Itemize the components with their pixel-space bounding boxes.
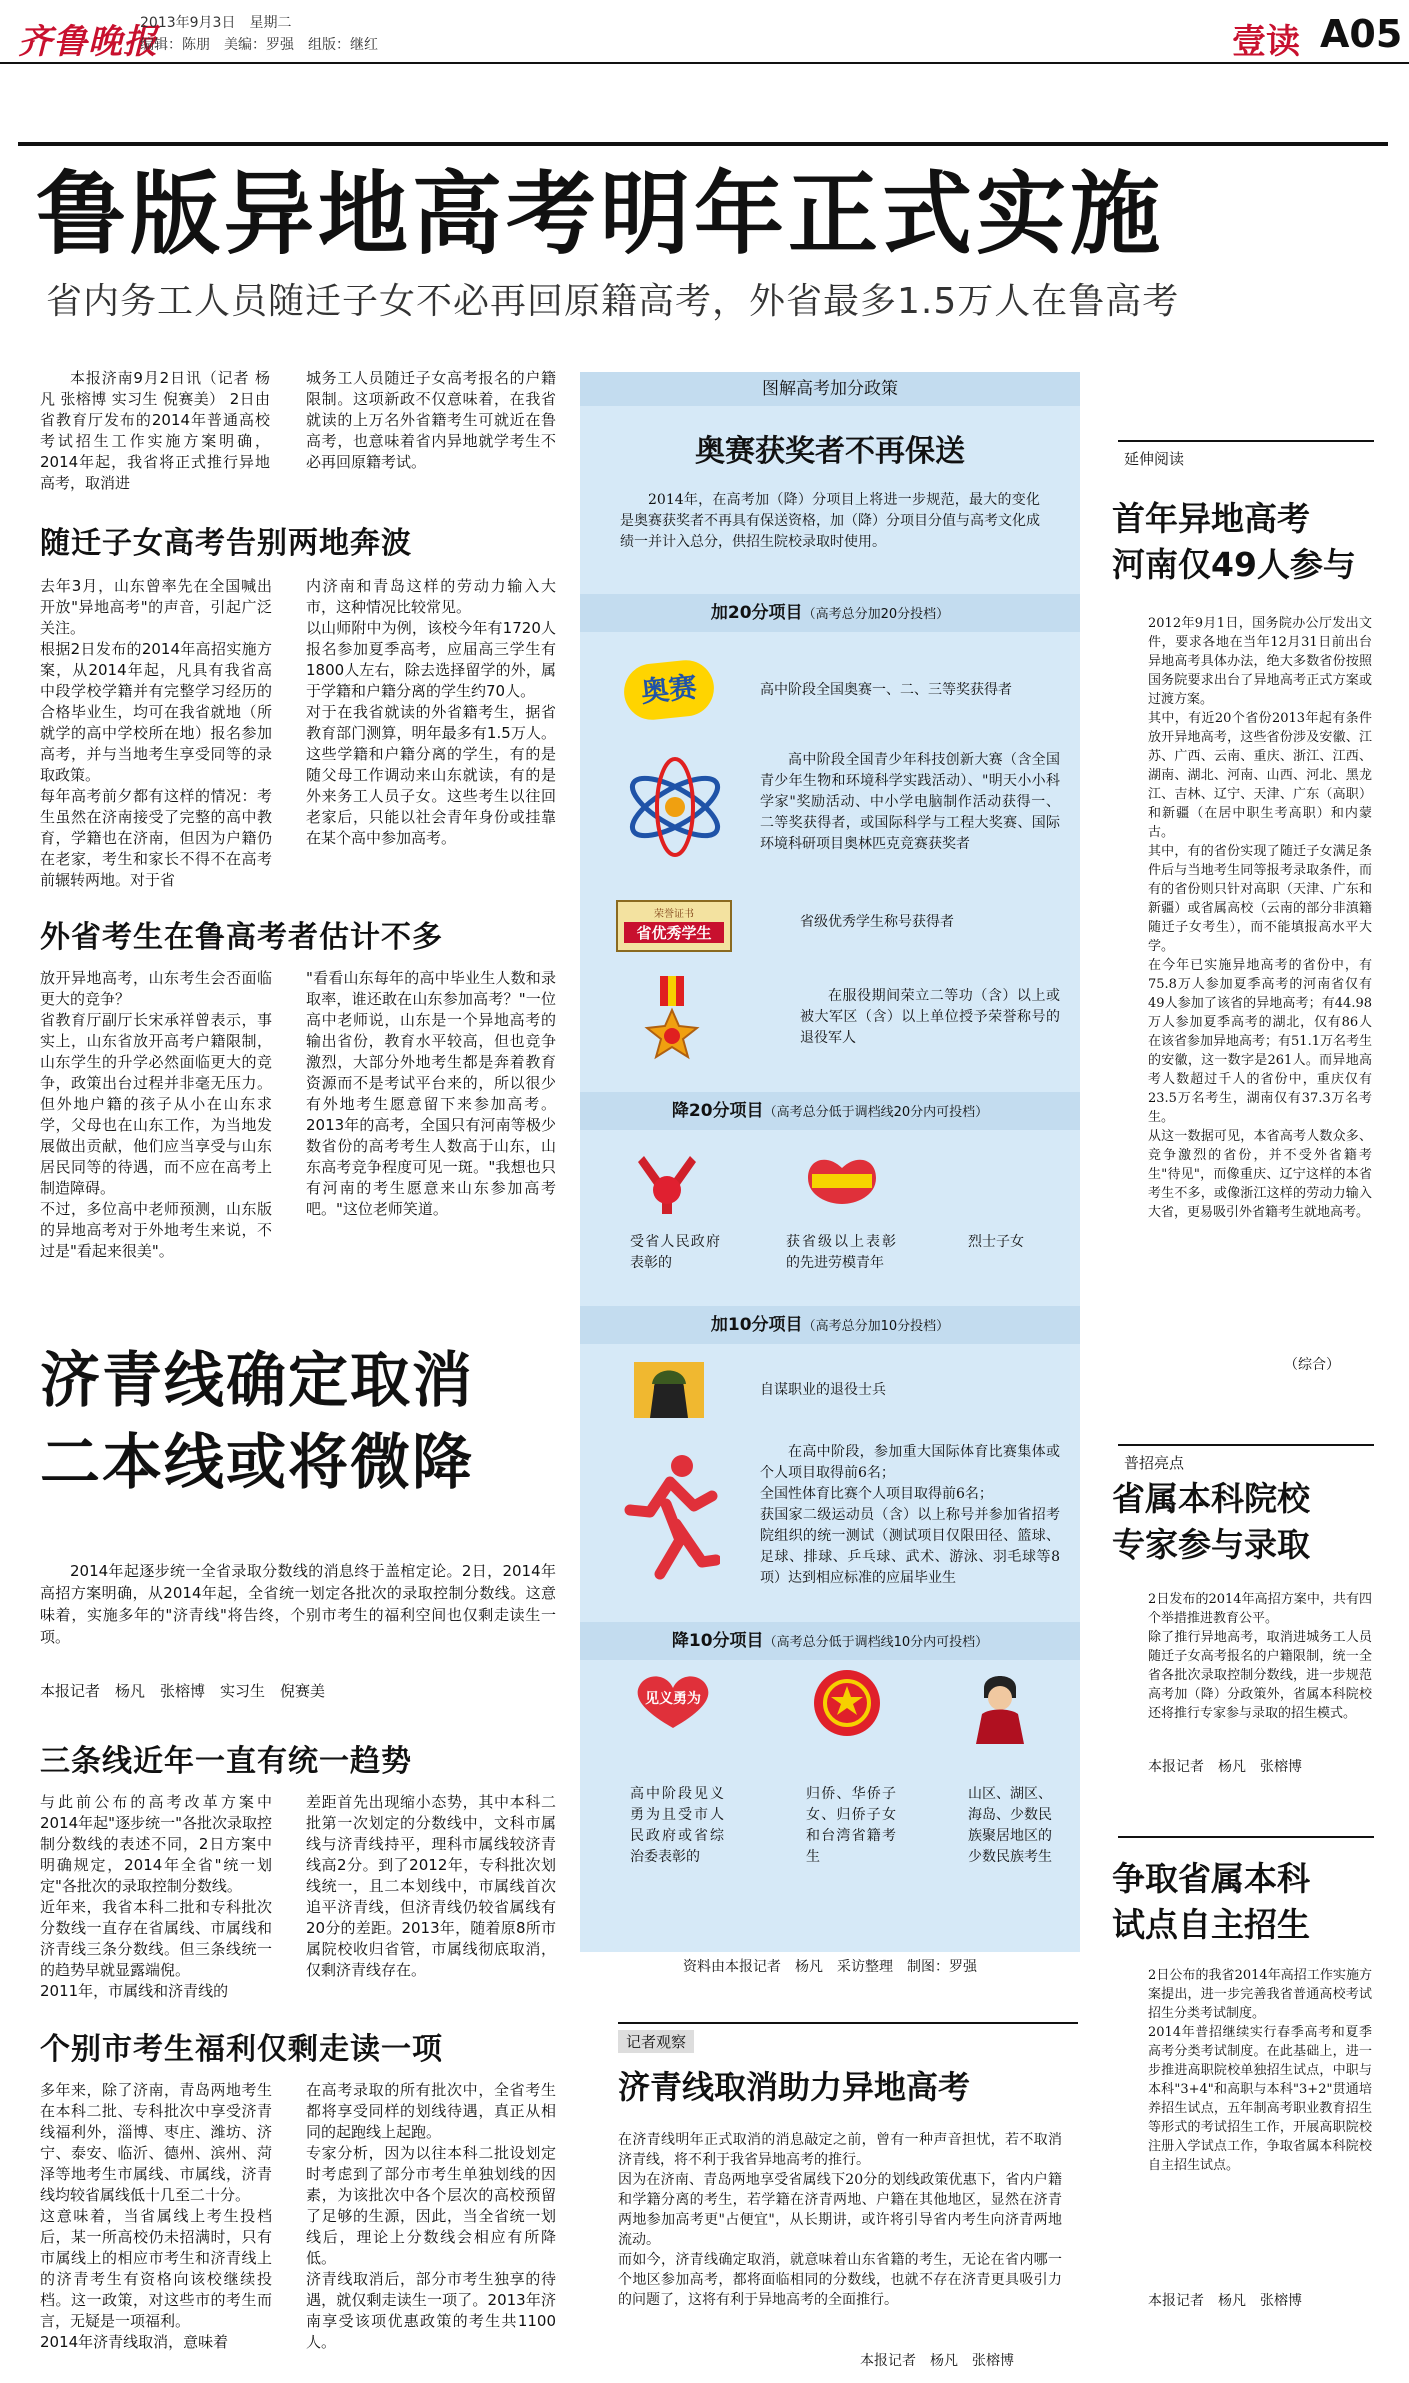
military-medal-icon bbox=[642, 976, 702, 1066]
side2-tag: 普招亮点 bbox=[1124, 1454, 1185, 1472]
science-atom-icon bbox=[620, 752, 730, 862]
masthead-rule bbox=[0, 62, 1409, 64]
band-minus20-title: 降20分项目 bbox=[671, 1101, 764, 1121]
main-headline: 鲁版异地高考明年正式实施 bbox=[36, 162, 1164, 267]
side2-title bbox=[1112, 1476, 1310, 1568]
band-minus20-note: （高考总分低于调档线20分内可投档） bbox=[763, 1105, 989, 1120]
issue-info bbox=[140, 12, 378, 56]
side3-sign: 本报记者 杨凡 张榕博 bbox=[1148, 2293, 1302, 2309]
masthead bbox=[0, 0, 1409, 80]
story1-sec1-col1: 去年3月，山东曾率先在全国喊出开放"异地高考"的声音，引起广泛关注。 根据2日发布的2014年高招实施方案，从2014年起，凡具有我省高中段学校学籍并有完整学习经历的合格毕业生，均可在我省就地（所就学的高中学校所在地）报名参加高考，并与当地考生享受同等的录取政策。 每年高考前夕都有这样的情况：考生虽然在济南接受了完整的高中教育，学籍也在济南，但因为户籍仍在老家，考生和家长不得不在高考前辗转两地。对于省 bbox=[40, 577, 272, 889]
minus20-item-3: 烈士子女 bbox=[968, 1234, 1024, 1250]
editor-credit: 编辑：陈朋 bbox=[140, 37, 210, 53]
national-emblem-icon bbox=[812, 1668, 882, 1738]
side3-body: 2日公布的我省2014年高招工作实施方案提出，进一步完善我省普通高校考试招生分类考试制度。 2014年普招继续实行春季高考和夏季高考分类考试制度。在此基础上，进一步推进高职院校单独招生试点，中职与本科"3+4"和高职与本科"3+2"贯通培养招生试点，五年制高考职业教育招生等形式的考试招生工作，开展高职院校注册入学试点工作，争取省属本科院校自主招生试点。 bbox=[1148, 1968, 1372, 2173]
story2-sec1-col1: 与此前公布的高考改革方案中2014年起"逐步统一"各批次录取控制分数线的表述不同，2日方案中明确规定，2014年全省"统一划定"各批次的录取控制分数线。 近年来，我省本科二批和专科批次分数线一直存在省属线、市属线和济青线三条分数线。但三条线统一的趋势早就显露端倪。 2011年，市属线和济青线的 bbox=[40, 1793, 272, 2000]
issue-weekday: 星期二 bbox=[249, 15, 292, 31]
plus20-item-2: 高中阶段全国青少年科技创新大赛（含全国青少年生物和环境科学实践活动）、"明天小小科学家"奖励活动、中小学电脑制作活动获得一、二等奖获得者，或国际科学与工程大奖赛、国际环境科研项目奥林匹克竞赛获奖者 bbox=[760, 752, 1060, 852]
plus20-item-3: 省级优秀学生称号获得者 bbox=[800, 914, 954, 930]
brave-deed-icon bbox=[628, 1672, 718, 1732]
infographic-intro: 2014年，在高考加（降）分项目上将进一步规范，最大的变化是奥赛获奖者不再具有保送资格，加（降）分项目分值与高考文化成绩一并计入总分，供招生院校录取时使用。 bbox=[620, 492, 1040, 550]
minus20-item-1: 受省人民政府表彰的 bbox=[630, 1234, 720, 1271]
observation-sign: 本报记者 杨凡 张榕博 bbox=[860, 2353, 1014, 2369]
story1-subhead-1: 随迁子女高考告别两地奔波 bbox=[40, 526, 412, 561]
red-ribbon-icon bbox=[632, 1148, 702, 1218]
minus10-item-2: 归侨、华侨子女、归侨子女和台湾省籍考生 bbox=[806, 1786, 896, 1865]
band-minus20 bbox=[580, 1092, 1080, 1130]
story1-sec1-col2: 内济南和青岛这样的劳动力输入大市，这种情况比较常见。 以山师附中为例，该校今年有1720人报名参加夏季高考，应届高三学生有1800人左右，除去选择留学的外，属于学籍和户籍分离的学生约70人。 对于在我省就读的外省籍考生，据省教育部门测算，明年最多有1.5万人。这些学籍和户籍分离的学生，有的是随父母工作调动来山东就读，有的是外来务工人员子女。这些考生以往回老家后，只能以社会青年身份或挂靠在某个高中参加高考。 bbox=[306, 577, 556, 847]
page-number: A05 bbox=[1320, 12, 1403, 56]
band-plus10-note: （高考总分加10分投档） bbox=[802, 1319, 950, 1334]
art-credit: 美编：罗强 bbox=[224, 37, 294, 53]
runner-icon bbox=[620, 1452, 720, 1582]
side3-rule bbox=[1118, 1836, 1374, 1838]
observation-box bbox=[618, 2022, 1078, 2026]
story2-sec2-col2: 在高考录取的所有批次中，全省考生都将享受同样的划线待遇，真正从相同的起跑线上起跑。 专家分析，因为以往本科二批设划定时考虑到了部分市考生单独划线的因素，为该批次中各个层次的高校预留了足够的生源，因此，当全省统一划线后，理论上分数线会相应有所降低。 济青线取消后，部分市考生独享的待遇，就仅剩走读生一项了。2013年济南享受该项优惠政策的考生共1100人。 bbox=[306, 2081, 556, 2351]
honor-certificate-icon bbox=[616, 900, 732, 952]
story1-sec2-col2: "看看山东每年的高中毕业生人数和录取率，谁还敢在山东参加高考？"一位高中老师说，山东是一个异地高考的输出省份，教育水平较高，但也竞争激烈，大部分外地考生都是奔着教育资源而不是考试平台来的，所以很少有外地考生愿意留下来参加高考。2013年的高考，全国只有河南等极少数省份的高考考生人数高于山东，山东高考竞争程度可见一斑。"我想也只有河南的考生愿意来山东参加高考吧。"这位老师笑道。 bbox=[306, 969, 556, 1218]
minus10-item-1: 高中阶段见义勇为且受市人民政府或省综治委表彰的 bbox=[630, 1786, 724, 1865]
story2-byline: 本报记者 杨凡 张榕博 实习生 倪赛美 bbox=[40, 1682, 326, 1700]
story1-intro-col2: 城务工人员随迁子女高考报名的户籍限制。这项新政不仅意味着，在我省就读的上万名外省籍考生可就近在鲁高考，也意味着省内异地就学考生不必再回原籍考试。 bbox=[306, 369, 556, 471]
plus10-item-1: 自谋职业的退役士兵 bbox=[760, 1382, 886, 1398]
side3-title bbox=[1112, 1856, 1310, 1948]
story1-subhead-2: 外省考生在鲁高考者估计不多 bbox=[40, 920, 443, 955]
band-plus20-title: 加20分项目 bbox=[710, 603, 803, 623]
olympiad-logo-text: 奥赛 bbox=[639, 670, 699, 709]
side1-title-line2: 河南仅49人参与 bbox=[1112, 545, 1356, 584]
sub-headline: 省内务工人员随迁子女不必再回原籍高考，外省最多1.5万人在鲁高考 bbox=[46, 281, 1180, 322]
newspaper-logo: 齐鲁晚报 bbox=[18, 22, 158, 62]
story1-sec2-col1: 放开异地高考，山东考生会否面临更大的竞争？ 省教育厅副厅长宋承祥曾表示，事实上，山东省放开高考户籍限制，山东学生的升学必然面临更大的竞争，政策出台过程并非毫无压力。但外地户籍的孩子从小在山东求学，父母也在山东工作，为当地发展做出贡献，他们应当享受与山东居民同等的待遇，而不应在高考上制造障碍。 不过，多位高中老师预测，山东版的异地高考对于外地考生来说，不过是"看起来很美"。 bbox=[40, 969, 272, 1260]
observation-title: 济青线取消助力异地高考 bbox=[618, 2068, 971, 2106]
story2-lead: 2014年起逐步统一全省录取分数线的消息终于盖棺定论。2日，2014年高招方案明确，从2014年起，全省统一划定各批次的录取控制分数线。这意味着，实施多年的"济青线"将告终，个别市考生的福利空间也仅剩走读生一项。 bbox=[40, 1562, 556, 1646]
issue-date: 2013年9月3日 bbox=[140, 15, 236, 31]
minus20-item-2: 获省级以上表彰的先进劳模青年 bbox=[786, 1234, 896, 1271]
minority-person-icon bbox=[970, 1668, 1030, 1744]
layout-credit: 组版：继红 bbox=[308, 37, 378, 53]
story2-headline-line2: 二本线或将微降 bbox=[40, 1428, 474, 1498]
side1-tag: 延伸阅读 bbox=[1124, 450, 1185, 468]
side2-rule bbox=[1118, 1444, 1374, 1448]
side1-body: 2012年9月1日，国务院办公厅发出文件，要求各地在当年12月31日前出台异地高考具体办法，绝大多数省份按照国务院要求出台了异地高考正式方案或过渡方案。 其中，有近20个省份2013年起有条件放开异地高考，这些省份涉及安徽、江苏、广西、云南、重庆、浙江、江西、湖南、湖北、河南、山西、河北、黑龙江、吉林、辽宁、天津、广东（高职）和新疆（在居中职生考高职）和内蒙古。 其中，有的省份实现了随迁子女满足条件后与当地考生同等报考录取条件，而有的省份则只针对高职（天津、广东和新疆）或省属高校（云南的部分非滇籍随迁子女考生），而不能填报高水平大学。 在今年已实施异地高考的省份中，有75.8万人参加夏季高考的河南省仅有49人参加了该省的异地高考；有44.98万人参加夏季高考的湖北，仅有86人在该省参加异地高考；有51.1万名考生的安徽，这一数字是261人。而异地高考人数超过千人的省份中，重庆仅有23.5万名考生，湖南仅有37.3万名考生。 从这一数据可见，本省高考人数众多、竞争激烈的省份，并不受外省籍考生"待见"，而像重庆、辽宁这样的本省考生不多，或像浙江这样的劳动力输入大省，更易吸引外省籍考生就地高考。 bbox=[1148, 616, 1372, 1220]
brave-deed-text: 见义勇为 bbox=[645, 1691, 701, 1707]
infographic-title: 奥赛获奖者不再保送 bbox=[695, 434, 965, 469]
side3-title-line1: 争取省属本科 bbox=[1112, 1859, 1310, 1898]
top-thick-rule bbox=[18, 142, 1388, 146]
side2-title-line1: 省属本科院校 bbox=[1112, 1479, 1310, 1518]
certificate-title: 荣誉证书 bbox=[654, 909, 694, 920]
certificate-text: 省优秀学生 bbox=[624, 922, 724, 943]
soldier-icon bbox=[634, 1362, 704, 1418]
plus20-item-4: 在服役期间荣立二等功（含）以上或被大军区（含）以上单位授予荣誉称号的退役军人 bbox=[800, 988, 1060, 1046]
plus10-item-2: 在高中阶段，参加重大国际体育比赛集体或个人项目取得前6名； 全国性体育比赛个人项目取得前6名； 获国家二级运动员（含）以上称号并参加省招考院组织的统一测试（测试项目仅限田径、篮球、足球、排球、乒乓球、武术、游泳、羽毛球等8项）达到相应标准的应届毕业生 bbox=[760, 1444, 1060, 1586]
observation-tag: 记者观察 bbox=[618, 2030, 694, 2053]
story1-intro-col1: 本报济南9月2日讯（记者 杨凡 张榕博 实习生 倪赛美） 2日由省教育厅发布的2014年普通高校考试招生工作实施方案明确，2014年起，我省将正式推行异地高考，取消进 bbox=[40, 369, 270, 492]
section-name: 壹读 bbox=[1232, 22, 1300, 62]
band-plus10-title: 加10分项目 bbox=[710, 1315, 803, 1335]
story2-subhead-2: 个别市考生福利仅剩走读一项 bbox=[40, 2032, 443, 2067]
band-plus10 bbox=[580, 1306, 1080, 1344]
band-plus20-note: （高考总分加20分投档） bbox=[802, 607, 950, 622]
observation-body: 在济青线明年正式取消的消息敲定之前，曾有一种声音担忧，若不取消济青线，将不利于我省异地高考的推行。 因为在济南、青岛两地享受省属线下20分的划线政策优惠下，省内户籍和学籍分离的考生，若学籍在济青两地、户籍在其他地区，显然在济青两地参加高考更"占便宜"，从长期讲，或许将引导省内考生向济青两地流动。 而如今，济青线确定取消，就意味着山东省籍的考生，无论在省内哪一个地区参加高考，都将面临相同的分数线，也就不存在济青更具吸引力的问题了，这将有利于异地高考的全面推行。 bbox=[618, 2132, 1062, 2308]
side1-title-line1: 首年异地高考 bbox=[1112, 499, 1310, 538]
band-minus10-note: （高考总分低于调档线10分内可投档） bbox=[763, 1635, 989, 1650]
plus20-item-1: 高中阶段全国奥赛一、二、三等奖获得者 bbox=[760, 682, 1012, 698]
band-plus20 bbox=[580, 594, 1080, 632]
olympiad-logo-icon bbox=[621, 657, 716, 722]
side3-title-line2: 试点自主招生 bbox=[1112, 1905, 1310, 1944]
side1-title bbox=[1112, 496, 1356, 588]
side2-sign: 本报记者 杨凡 张榕博 bbox=[1148, 1759, 1302, 1775]
model-worker-icon bbox=[800, 1148, 884, 1208]
minus10-item-3: 山区、湖区、海岛、少数民族聚居地区的少数民族考生 bbox=[968, 1786, 1052, 1865]
side2-body: 2日发布的2014年高招方案中，共有四个举措推进教育公平。 除了推行异地高考，取消进城务工人员随迁子女高考报名的户籍限制，统一全省各批次录取控制分数线，进一步规范高考加（降）分政策外，省属本科院校还将推行专家参与录取的招生模式。 bbox=[1148, 1592, 1372, 1721]
side1-sign: （综合） bbox=[1284, 1357, 1340, 1373]
story2-subhead-1: 三条线近年一直有统一趋势 bbox=[40, 1744, 412, 1779]
story2-sec2-col1: 多年来，除了济南，青岛两地考生在本科二批、专科批次中享受济青线福利外，淄博、枣庄、潍坊、济宁、泰安、临沂、德州、滨州、菏泽等地考生市属线、市属线，济青线均较省属线低十几至二十分。 这意味着，当省属线上考生投档后，某一所高校仍未招满时，只有市属线上的相应市考生和济青线上的济青考生有资格向该校继续投档。这一政策，对这些市的考生而言，无疑是一项福利。 2014年济青线取消，意味着 bbox=[40, 2081, 272, 2351]
side1-rule bbox=[1118, 440, 1374, 444]
infographic-top-label: 图解高考加分政策 bbox=[580, 372, 1080, 406]
infographic-credit: 资料由本报记者 杨凡 采访整理 制图：罗强 bbox=[580, 1952, 1080, 1982]
story2-sec1-col2: 差距首先出现缩小态势，其中本科二批第一次划定的分数线中，文科市属线与济青线持平，理科市属线较济青线高2分。到了2012年，专科批次划线统一，且二本划线中，市属线首次追平济青线，但济青线仍较省属线有20分的差距。2013年，随着原8所市属院校收归省管，市属线彻底取消，仅剩济青线存在。 bbox=[306, 1793, 556, 1979]
policy-infographic bbox=[580, 372, 1080, 1982]
side2-title-line2: 专家参与录取 bbox=[1112, 1525, 1310, 1564]
band-minus10-title: 降10分项目 bbox=[671, 1631, 764, 1651]
story2-headline bbox=[40, 1340, 474, 1504]
band-minus10 bbox=[580, 1622, 1080, 1660]
story2-headline-line1: 济青线确定取消 bbox=[40, 1346, 474, 1416]
